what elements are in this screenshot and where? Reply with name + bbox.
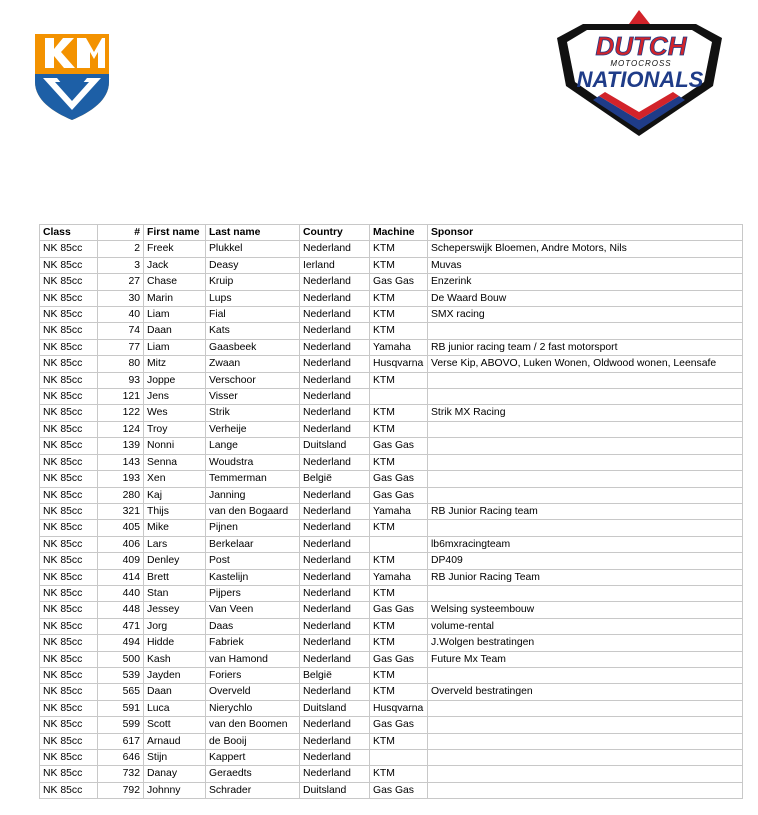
cell-number: 409 (98, 553, 144, 569)
cell-country: Nederland (300, 356, 370, 372)
cell-last-name: Kruip (206, 274, 300, 290)
cell-number: 414 (98, 569, 144, 585)
cell-sponsor: Enzerink (428, 274, 743, 290)
table-row (40, 520, 743, 536)
cell-country: Nederland (300, 569, 370, 585)
cell-class: NK 85cc (40, 454, 98, 470)
table-row (40, 290, 743, 306)
table-row (40, 750, 743, 766)
cell-country: Nederland (300, 290, 370, 306)
cell-number: 139 (98, 438, 144, 454)
cell-first-name: Jessey (144, 602, 206, 618)
cell-last-name: van den Boomen (206, 717, 300, 733)
cell-country: Nederland (300, 405, 370, 421)
cell-first-name: Hidde (144, 635, 206, 651)
cell-machine: Yamaha (370, 569, 428, 585)
cell-number: 792 (98, 782, 144, 798)
cell-first-name: Troy (144, 421, 206, 437)
cell-first-name: Liam (144, 307, 206, 323)
cell-class: NK 85cc (40, 241, 98, 257)
cell-number: 646 (98, 750, 144, 766)
cell-number: 3 (98, 257, 144, 273)
cell-class: NK 85cc (40, 471, 98, 487)
cell-number: 40 (98, 307, 144, 323)
cell-last-name: van Hamond (206, 651, 300, 667)
cell-machine: Gas Gas (370, 438, 428, 454)
cell-sponsor (428, 454, 743, 470)
table-row (40, 307, 743, 323)
cell-country: Nederland (300, 717, 370, 733)
table-row (40, 503, 743, 519)
cell-first-name: Mitz (144, 356, 206, 372)
cell-machine: Gas Gas (370, 602, 428, 618)
cell-machine: KTM (370, 421, 428, 437)
cell-number: 124 (98, 421, 144, 437)
cell-sponsor: Muvas (428, 257, 743, 273)
cell-class: NK 85cc (40, 421, 98, 437)
cell-first-name: Thijs (144, 503, 206, 519)
table-row (40, 684, 743, 700)
svg-text:NATIONALS: NATIONALS (576, 67, 704, 92)
cell-machine: KTM (370, 585, 428, 601)
cell-machine: KTM (370, 684, 428, 700)
table-row (40, 438, 743, 454)
cell-first-name: Lars (144, 536, 206, 552)
cell-sponsor: RB junior racing team / 2 fast motorsport (428, 339, 743, 355)
cell-class: NK 85cc (40, 323, 98, 339)
cell-number: 2 (98, 241, 144, 257)
cell-class: NK 85cc (40, 307, 98, 323)
cell-sponsor (428, 585, 743, 601)
table-row (40, 553, 743, 569)
cell-first-name: Nonni (144, 438, 206, 454)
table-row (40, 782, 743, 798)
cell-sponsor: DP409 (428, 553, 743, 569)
table-row (40, 257, 743, 273)
cell-machine: Gas Gas (370, 717, 428, 733)
cell-first-name: Stan (144, 585, 206, 601)
cell-country: Nederland (300, 585, 370, 601)
cell-country: Nederland (300, 241, 370, 257)
table-row (40, 421, 743, 437)
table-row (40, 471, 743, 487)
cell-first-name: Stijn (144, 750, 206, 766)
cell-first-name: Johnny (144, 782, 206, 798)
svg-text:MOTOCROSS: MOTOCROSS (610, 59, 672, 68)
cell-machine: KTM (370, 405, 428, 421)
cell-last-name: Overveld (206, 684, 300, 700)
cell-class: NK 85cc (40, 405, 98, 421)
cell-machine: KTM (370, 372, 428, 388)
cell-country: Ierland (300, 257, 370, 273)
cell-sponsor: Future Mx Team (428, 651, 743, 667)
cell-last-name: Nierychlo (206, 700, 300, 716)
cell-machine: Gas Gas (370, 471, 428, 487)
cell-last-name: Van Veen (206, 602, 300, 618)
cell-country: Duitsland (300, 782, 370, 798)
cell-last-name: Deasy (206, 257, 300, 273)
cell-class: NK 85cc (40, 667, 98, 683)
cell-number: 732 (98, 766, 144, 782)
cell-first-name: Brett (144, 569, 206, 585)
header-class: Class (40, 225, 98, 241)
cell-class: NK 85cc (40, 602, 98, 618)
table-row (40, 618, 743, 634)
cell-country: Nederland (300, 389, 370, 405)
cell-sponsor (428, 520, 743, 536)
cell-machine: KTM (370, 635, 428, 651)
cell-class: NK 85cc (40, 356, 98, 372)
cell-machine (370, 750, 428, 766)
table-row (40, 356, 743, 372)
cell-class: NK 85cc (40, 520, 98, 536)
svg-text:DUTCH: DUTCH (595, 31, 687, 61)
cell-last-name: Lups (206, 290, 300, 306)
cell-number: 93 (98, 372, 144, 388)
cell-country: Nederland (300, 503, 370, 519)
cell-last-name: de Booij (206, 733, 300, 749)
cell-sponsor: RB Junior Racing Team (428, 569, 743, 585)
cell-country: Duitsland (300, 700, 370, 716)
cell-class: NK 85cc (40, 569, 98, 585)
header-last-name: Last name (206, 225, 300, 241)
cell-sponsor (428, 389, 743, 405)
cell-sponsor: J.Wolgen bestratingen (428, 635, 743, 651)
cell-number: 280 (98, 487, 144, 503)
cell-last-name: Pijpers (206, 585, 300, 601)
cell-class: NK 85cc (40, 733, 98, 749)
cell-class: NK 85cc (40, 635, 98, 651)
cell-country: Nederland (300, 421, 370, 437)
cell-last-name: Lange (206, 438, 300, 454)
cell-last-name: Geraedts (206, 766, 300, 782)
cell-number: 27 (98, 274, 144, 290)
cell-sponsor (428, 421, 743, 437)
cell-sponsor (428, 717, 743, 733)
cell-first-name: Jens (144, 389, 206, 405)
cell-sponsor (428, 667, 743, 683)
cell-country: Nederland (300, 618, 370, 634)
cell-first-name: Luca (144, 700, 206, 716)
cell-first-name: Scott (144, 717, 206, 733)
cell-number: 321 (98, 503, 144, 519)
cell-class: NK 85cc (40, 536, 98, 552)
cell-class: NK 85cc (40, 290, 98, 306)
cell-number: 500 (98, 651, 144, 667)
cell-last-name: Kats (206, 323, 300, 339)
cell-last-name: Pijnen (206, 520, 300, 536)
cell-country: Nederland (300, 684, 370, 700)
cell-first-name: Denley (144, 553, 206, 569)
cell-first-name: Xen (144, 471, 206, 487)
cell-last-name: Foriers (206, 667, 300, 683)
cell-sponsor: Strik MX Racing (428, 405, 743, 421)
cell-sponsor (428, 750, 743, 766)
cell-class: NK 85cc (40, 717, 98, 733)
cell-last-name: Visser (206, 389, 300, 405)
cell-number: 30 (98, 290, 144, 306)
cell-class: NK 85cc (40, 684, 98, 700)
table-row (40, 274, 743, 290)
cell-machine: Gas Gas (370, 274, 428, 290)
table-row (40, 323, 743, 339)
cell-number: 406 (98, 536, 144, 552)
cell-machine: KTM (370, 307, 428, 323)
cell-country: Nederland (300, 274, 370, 290)
cell-machine: Gas Gas (370, 651, 428, 667)
table-header-row (40, 225, 743, 241)
cell-sponsor (428, 438, 743, 454)
table-row (40, 585, 743, 601)
cell-number: 193 (98, 471, 144, 487)
cell-sponsor (428, 487, 743, 503)
cell-machine: KTM (370, 257, 428, 273)
cell-number: 405 (98, 520, 144, 536)
cell-country: Nederland (300, 454, 370, 470)
cell-last-name: van den Bogaard (206, 503, 300, 519)
cell-sponsor: SMX racing (428, 307, 743, 323)
cell-last-name: Zwaan (206, 356, 300, 372)
cell-machine: KTM (370, 618, 428, 634)
cell-country: Nederland (300, 733, 370, 749)
cell-sponsor: Scheperswijk Bloemen, Andre Motors, Nils (428, 241, 743, 257)
cell-class: NK 85cc (40, 782, 98, 798)
header-sponsor: Sponsor (428, 225, 743, 241)
cell-country: België (300, 667, 370, 683)
cell-last-name: Janning (206, 487, 300, 503)
cell-machine: KTM (370, 520, 428, 536)
cell-first-name: Kash (144, 651, 206, 667)
cell-machine: KTM (370, 553, 428, 569)
cell-country: Nederland (300, 339, 370, 355)
cell-class: NK 85cc (40, 339, 98, 355)
cell-number: 494 (98, 635, 144, 651)
cell-number: 440 (98, 585, 144, 601)
table-row (40, 651, 743, 667)
cell-country: Nederland (300, 602, 370, 618)
cell-machine: Husqvarna (370, 356, 428, 372)
cell-class: NK 85cc (40, 553, 98, 569)
cell-last-name: Kappert (206, 750, 300, 766)
cell-country: Nederland (300, 766, 370, 782)
table-row (40, 766, 743, 782)
cell-class: NK 85cc (40, 651, 98, 667)
cell-number: 599 (98, 717, 144, 733)
cell-first-name: Joppe (144, 372, 206, 388)
cell-number: 77 (98, 339, 144, 355)
cell-sponsor (428, 766, 743, 782)
cell-country: Nederland (300, 553, 370, 569)
cell-number: 122 (98, 405, 144, 421)
cell-last-name: Plukkel (206, 241, 300, 257)
table-row (40, 717, 743, 733)
cell-last-name: Strik (206, 405, 300, 421)
cell-class: NK 85cc (40, 618, 98, 634)
cell-class: NK 85cc (40, 438, 98, 454)
cell-machine: KTM (370, 323, 428, 339)
cell-sponsor: RB Junior Racing team (428, 503, 743, 519)
cell-first-name: Danay (144, 766, 206, 782)
cell-class: NK 85cc (40, 585, 98, 601)
cell-last-name: Kastelijn (206, 569, 300, 585)
cell-number: 74 (98, 323, 144, 339)
table-row (40, 667, 743, 683)
cell-sponsor: lb6mxracingteam (428, 536, 743, 552)
table-row (40, 339, 743, 355)
cell-sponsor (428, 471, 743, 487)
table-row (40, 635, 743, 651)
cell-number: 539 (98, 667, 144, 683)
cell-sponsor: De Waard Bouw (428, 290, 743, 306)
header-machine: Machine (370, 225, 428, 241)
cell-last-name: Schrader (206, 782, 300, 798)
cell-machine (370, 389, 428, 405)
table-row (40, 733, 743, 749)
cell-last-name: Fabriek (206, 635, 300, 651)
cell-sponsor (428, 733, 743, 749)
cell-class: NK 85cc (40, 750, 98, 766)
cell-sponsor (428, 782, 743, 798)
table-row (40, 454, 743, 470)
cell-class: NK 85cc (40, 389, 98, 405)
cell-first-name: Arnaud (144, 733, 206, 749)
cell-number: 617 (98, 733, 144, 749)
cell-first-name: Liam (144, 339, 206, 355)
cell-machine: Gas Gas (370, 782, 428, 798)
cell-first-name: Marin (144, 290, 206, 306)
cell-number: 121 (98, 389, 144, 405)
cell-country: Nederland (300, 750, 370, 766)
cell-machine: KTM (370, 241, 428, 257)
cell-number: 565 (98, 684, 144, 700)
cell-last-name: Woudstra (206, 454, 300, 470)
knmv-logo-icon (33, 30, 111, 120)
cell-last-name: Temmerman (206, 471, 300, 487)
cell-first-name: Jorg (144, 618, 206, 634)
table-row (40, 700, 743, 716)
cell-last-name: Berkelaar (206, 536, 300, 552)
cell-country: Nederland (300, 372, 370, 388)
cell-machine: KTM (370, 454, 428, 470)
cell-number: 143 (98, 454, 144, 470)
table-row (40, 602, 743, 618)
cell-first-name: Chase (144, 274, 206, 290)
cell-first-name: Senna (144, 454, 206, 470)
cell-sponsor (428, 372, 743, 388)
cell-class: NK 85cc (40, 700, 98, 716)
cell-machine: KTM (370, 290, 428, 306)
cell-number: 591 (98, 700, 144, 716)
cell-last-name: Post (206, 553, 300, 569)
entry-list-table (39, 224, 743, 799)
cell-class: NK 85cc (40, 487, 98, 503)
cell-class: NK 85cc (40, 274, 98, 290)
cell-last-name: Fial (206, 307, 300, 323)
table-row (40, 536, 743, 552)
cell-machine (370, 536, 428, 552)
cell-machine: Husqvarna (370, 700, 428, 716)
cell-machine: KTM (370, 766, 428, 782)
header-country: Country (300, 225, 370, 241)
cell-class: NK 85cc (40, 766, 98, 782)
cell-last-name: Gaasbeek (206, 339, 300, 355)
cell-country: Nederland (300, 536, 370, 552)
cell-first-name: Jayden (144, 667, 206, 683)
cell-sponsor (428, 700, 743, 716)
cell-first-name: Jack (144, 257, 206, 273)
cell-first-name: Freek (144, 241, 206, 257)
cell-first-name: Mike (144, 520, 206, 536)
cell-sponsor: Overveld bestratingen (428, 684, 743, 700)
cell-machine: Yamaha (370, 503, 428, 519)
cell-class: NK 85cc (40, 372, 98, 388)
cell-class: NK 85cc (40, 257, 98, 273)
cell-first-name: Daan (144, 684, 206, 700)
cell-machine: Gas Gas (370, 487, 428, 503)
table-row (40, 241, 743, 257)
cell-machine: KTM (370, 733, 428, 749)
cell-number: 448 (98, 602, 144, 618)
cell-machine: Yamaha (370, 339, 428, 355)
cell-sponsor (428, 323, 743, 339)
cell-country: Nederland (300, 323, 370, 339)
cell-first-name: Kaj (144, 487, 206, 503)
cell-class: NK 85cc (40, 503, 98, 519)
cell-country: Nederland (300, 520, 370, 536)
cell-number: 80 (98, 356, 144, 372)
cell-first-name: Daan (144, 323, 206, 339)
cell-country: Nederland (300, 651, 370, 667)
table-row (40, 372, 743, 388)
cell-country: Duitsland (300, 438, 370, 454)
table-row (40, 487, 743, 503)
dutch-motocross-nationals-logo-icon (553, 8, 726, 138)
cell-machine: KTM (370, 667, 428, 683)
cell-country: Nederland (300, 635, 370, 651)
header-first-name: First name (144, 225, 206, 241)
cell-last-name: Verschoor (206, 372, 300, 388)
cell-last-name: Daas (206, 618, 300, 634)
table-row (40, 569, 743, 585)
cell-sponsor: Verse Kip, ABOVO, Luken Wonen, Oldwood wonen, Leensafe (428, 356, 743, 372)
table-row (40, 389, 743, 405)
cell-country: Nederland (300, 307, 370, 323)
cell-sponsor: volume-rental (428, 618, 743, 634)
cell-number: 471 (98, 618, 144, 634)
cell-country: Nederland (300, 487, 370, 503)
table-row (40, 405, 743, 421)
cell-first-name: Wes (144, 405, 206, 421)
cell-last-name: Verheije (206, 421, 300, 437)
cell-country: België (300, 471, 370, 487)
header-number: # (98, 225, 144, 241)
cell-sponsor: Welsing systeembouw (428, 602, 743, 618)
